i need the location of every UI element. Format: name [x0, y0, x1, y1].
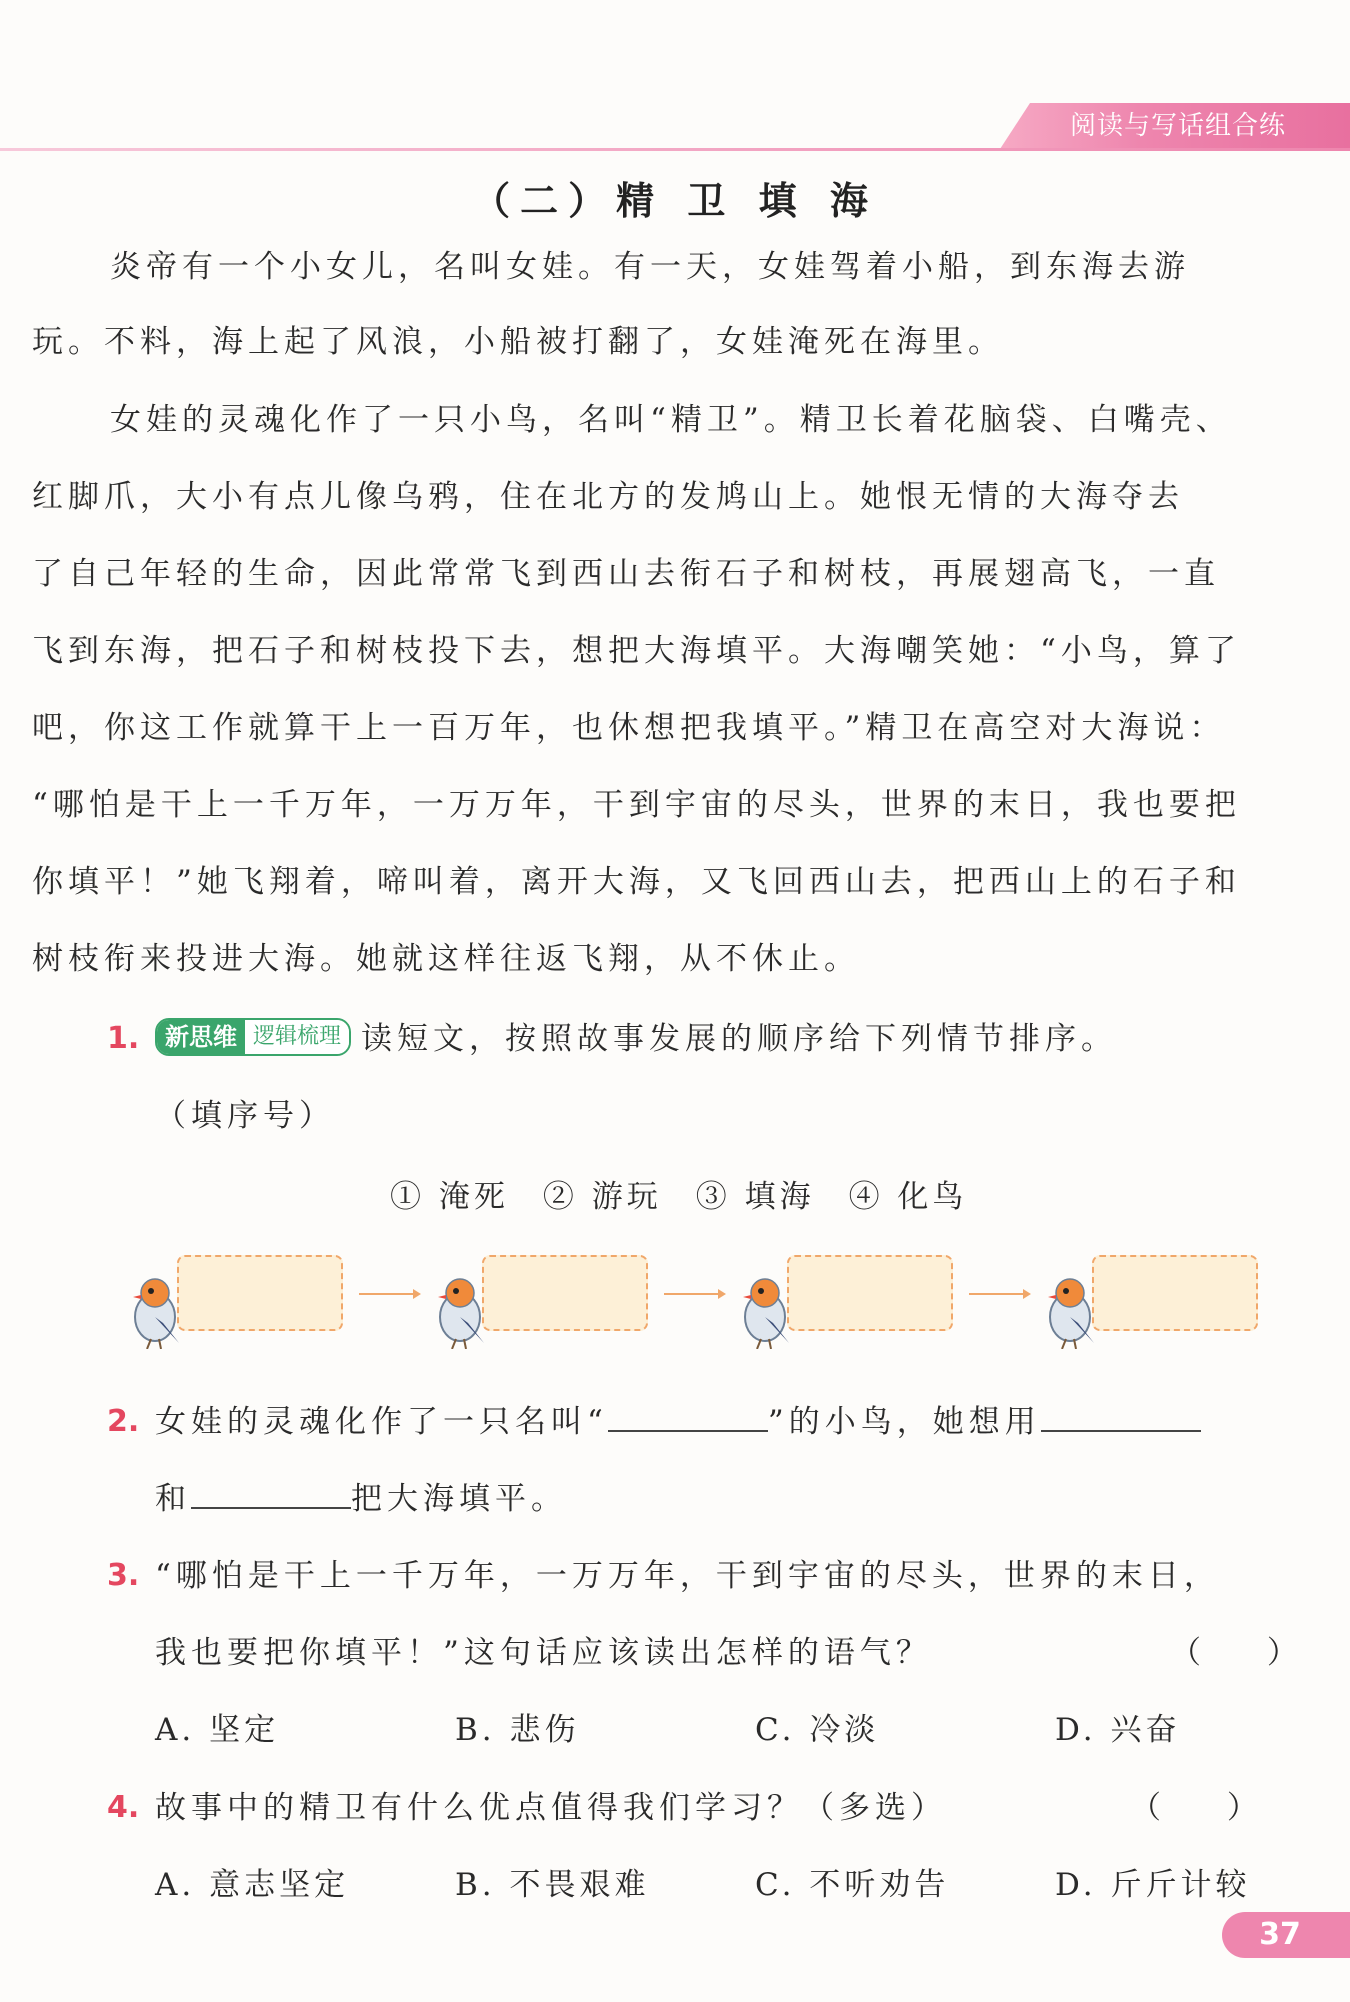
- question-2-text-d: 把大海填平。: [351, 1481, 567, 1517]
- passage-line: 飞到东海，把石子和树枝投下去，想把大海填平。大海嘲笑她：“小鸟，算了: [32, 633, 1241, 669]
- choice-d[interactable]: D. 斤斤计较: [1055, 1867, 1251, 1903]
- question-2-text-c: 和: [155, 1481, 191, 1517]
- passage-line: 玩。不料，海上起了风浪，小船被打翻了，女娃淹死在海里。: [32, 324, 1004, 360]
- question-1-note: （填序号）: [155, 1098, 335, 1134]
- choice-b[interactable]: B. 不畏艰难: [455, 1867, 650, 1903]
- question-3-choices: [155, 1708, 1285, 1752]
- badge-sub-label: 逻辑梳理: [245, 1020, 349, 1054]
- arrow-right-icon: [967, 1287, 1033, 1301]
- question-4-choices: [155, 1863, 1285, 1907]
- choice-b[interactable]: B. 悲伤: [455, 1712, 580, 1748]
- choice-a[interactable]: A. 坚定: [155, 1712, 280, 1748]
- answer-paren[interactable]: （ ）: [1130, 1790, 1286, 1826]
- badge-main-label: 新思维: [157, 1020, 245, 1054]
- sequence-slot-3: [735, 1245, 965, 1355]
- header-divider: [0, 148, 1350, 151]
- question-3-line-2: 我也要把你填平！”这句话应该读出怎样的语气？: [155, 1635, 932, 1671]
- fill-blank[interactable]: [191, 1477, 351, 1509]
- choice-a[interactable]: A. 意志坚定: [155, 1867, 350, 1903]
- page-number: 37: [1259, 1917, 1301, 1952]
- question-1-number: 1.: [107, 1021, 140, 1056]
- plot-option: ④ 化鸟: [848, 1179, 968, 1215]
- answer-box[interactable]: [482, 1255, 648, 1331]
- passage-line: 炎帝有一个小女儿，名叫女娃。有一天，女娃驾着小船，到东海去游: [110, 249, 1190, 285]
- passage-line: 女娃的灵魂化作了一只小鸟，名叫“精卫”。精卫长着花脑袋、白嘴壳、: [110, 402, 1232, 438]
- passage-line: 你填平！”她飞翔着，啼叫着，离开大海，又飞回西山去，把西山上的石子和: [32, 864, 1241, 900]
- question-4-number: 4.: [107, 1790, 140, 1825]
- question-3-number: 3.: [107, 1558, 140, 1593]
- fill-blank[interactable]: [608, 1400, 768, 1432]
- question-3-line-1: “哪怕是干上一千万年，一万万年，干到宇宙的尽头，世界的末日，: [155, 1558, 1220, 1594]
- fill-blank[interactable]: [1041, 1400, 1201, 1432]
- plot-option: ② 游玩: [542, 1179, 662, 1215]
- sequence-slot-2: [430, 1245, 660, 1355]
- section-header-label: 阅读与写话组合练: [1070, 111, 1287, 141]
- passage-title: （二）精 卫 填 海: [472, 179, 878, 223]
- passage-line: “哪怕是干上一千万年，一万万年，干到宇宙的尽头，世界的末日，我也要把: [32, 787, 1241, 823]
- plot-option: ③ 填海: [695, 1179, 815, 1215]
- bird-icon: [430, 1273, 490, 1349]
- arrow-right-icon: [662, 1287, 728, 1301]
- question-4-text: 故事中的精卫有什么优点值得我们学习？（多选）: [155, 1790, 947, 1826]
- answer-box[interactable]: [787, 1255, 953, 1331]
- bird-icon: [125, 1273, 185, 1349]
- plot-options: [390, 1175, 1090, 1219]
- question-1-text: [155, 1017, 1285, 1061]
- question-1-prompt: 读短文，按照故事发展的顺序给下列情节排序。: [361, 1021, 1118, 1057]
- question-2-number: 2.: [107, 1404, 140, 1439]
- arrow-right-icon: [357, 1287, 423, 1301]
- bird-icon: [735, 1273, 795, 1349]
- passage-line: 了自己年轻的生命，因此常常飞到西山去衔石子和树枝，再展翅高飞，一直: [32, 556, 1220, 592]
- answer-paren[interactable]: （ ）: [1170, 1635, 1326, 1671]
- sequence-answer-row: [125, 1245, 1275, 1355]
- passage-line: 树枝衔来投进大海。她就这样往返飞翔，从不休止。: [32, 941, 860, 977]
- answer-box[interactable]: [177, 1255, 343, 1331]
- new-thinking-badge: [155, 1018, 351, 1056]
- question-2-text-b: ”的小鸟，她想用: [767, 1404, 1041, 1440]
- choice-d[interactable]: D. 兴奋: [1055, 1712, 1181, 1748]
- plot-option: ① 淹死: [390, 1179, 509, 1215]
- question-2-line-1: [155, 1400, 1285, 1444]
- choice-c[interactable]: C. 不听劝告: [755, 1867, 950, 1903]
- passage-line: 吧，你这工作就算干上一百万年，也休想把我填平。”精卫在高空对大海说：: [32, 710, 1226, 746]
- answer-box[interactable]: [1092, 1255, 1258, 1331]
- bird-icon: [1040, 1273, 1100, 1349]
- question-2-text-a: 女娃的灵魂化作了一只名叫“: [155, 1404, 608, 1440]
- passage-line: 红脚爪，大小有点儿像乌鸦，住在北方的发鸠山上。她恨无情的大海夺去: [32, 479, 1184, 515]
- sequence-slot-1: [125, 1245, 355, 1355]
- sequence-slot-4: [1040, 1245, 1270, 1355]
- choice-c[interactable]: C. 冷淡: [755, 1712, 880, 1748]
- question-2-line-2: [155, 1477, 1285, 1521]
